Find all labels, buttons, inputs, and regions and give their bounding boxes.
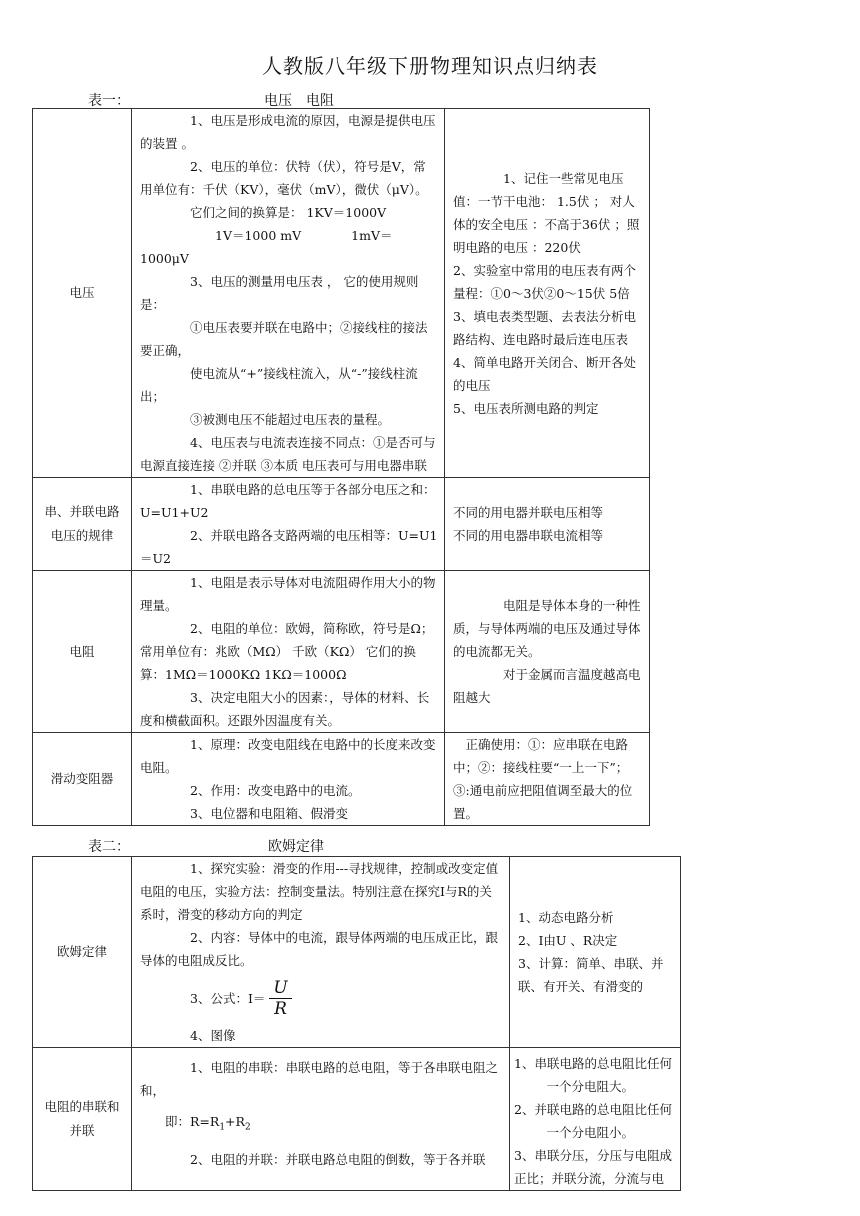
fraction-denominator: R [274,998,287,1019]
content-line: 2、作用：改变电路中的电流。 [190,783,361,798]
table1-label: 表一： [88,93,130,109]
subscript: 1 [219,1122,226,1133]
note-line: 不同的用电器并联电压相等 [453,505,604,520]
table2 [32,856,681,1191]
row-notes [445,478,650,571]
row-content [132,733,445,826]
table2-label: 表二： [88,839,130,855]
table1-caption [88,90,648,110]
table-row [33,733,650,826]
formula-text: +R [225,1114,245,1129]
row-notes [445,733,650,826]
row-notes [445,571,650,733]
content-line: 2、内容：导体中的电流，跟导体两端的电压成正比，跟导体的电阻成反比。 [140,930,498,968]
content-line: 1、探究实验：滑变的作用---寻找规律，控制或改变定值电阻的电压，实验方法：控制变量法。特别注意在探究I与R的关系时，滑变的移动方向的判定 [140,861,499,922]
note-line: 1、串联电路的总电阻比任何一个分电阻大。 [514,1056,672,1094]
content-line: 2、并联电路各支路两端的电压相等：U=U1＝U2 [140,528,438,566]
content-line: 1、原理：改变电阻线在电路中的长度来改变电阻。 [140,737,436,775]
table2-caption [88,836,648,856]
content-line: 3、电压的测量用电压表 ， 它的使用规则是： [140,274,419,312]
row-content [132,571,445,733]
content-line: 2、电阻的单位：欧姆，简称欧，符号是Ω；常用单位有：兆欧（MΩ） 千欧（KΩ） 它们的换算：1MΩ＝1000KΩ 1KΩ＝1000Ω [140,621,434,682]
subscript: 2 [244,1122,251,1133]
table2-title: 欧姆定律 [268,839,324,855]
row-notes [445,109,650,478]
row-category: 串、并联电路电压的规律 [33,478,132,571]
content-line: 1、电阻的串联：串联电路的总电阻，等于各串联电阻之和， [140,1060,498,1098]
note-line: 不同的用电器串联电流相等 [453,528,604,543]
ohm-formula [140,972,503,1024]
table1-title: 电压 电阻 [264,93,334,109]
content-line: 它们之间的换算是： 1KV＝1000V [190,205,387,220]
note-line: 1、记住一些常见电压值：一节干电池： 1.5伏 ； 对人体的安全电压 ：不高于36伏 ；照明电路的电压 ：220伏 [453,170,640,255]
content-line: 2、电阻的并联：并联电路总电阻的倒数，等于各并联 [190,1151,486,1167]
note-line: 3、填电表类型题、去表法分析电路结构、连电路时最后连电压表 [453,308,636,347]
content-line: 4、电压表与电流表连接不同点：①是否可与电源直接连接 ②并联 ③本质 电压表可与用电器串联 [140,435,436,473]
row-content [132,857,510,1048]
note-line: 2、I由U 、R决定 [518,933,618,948]
table-row [33,571,650,733]
content-line [140,1110,503,1140]
table1 [32,108,650,826]
content-line: 4、图像 [190,1028,236,1043]
row-content [132,109,445,478]
row-category: 电阻 [33,571,132,733]
row-notes [510,857,681,1048]
formula-label: 3、公式：I＝ [190,990,266,1006]
content-line: 1V＝1000 mV 1mV＝1000μV [140,228,393,266]
note-line: 5、电压表所测电路的判定 [453,400,599,416]
fraction-numerator: U [269,978,291,999]
note-line: 正确使用：①：应串联在电路中；②：接线柱要“一上一下”；③:通电前应把阻值调至最大的位置。 [453,737,633,821]
row-notes [510,1048,681,1191]
row-category: 滑动变阻器 [33,733,132,826]
note-line: 电阻是导体本身的一种性质，与导体两端的电压及通过导体的电流都无关。 [453,598,641,659]
content-line: 3、决定电阻大小的因素：，导体的材料、长度和横截面积。还跟外因温度有关。 [140,690,430,728]
note-line: 3、串联分压，分压与电阻成正比；并联分流，分流与电 [514,1148,672,1186]
content-line: ③被测电压不能超过电压表的量程。 [190,412,391,427]
page-title: 人教版八年级下册物理知识点归纳表 [262,54,598,78]
content-line: 1、串联电路的总电压等于各部分电压之和：U=U1+U2 [140,482,436,520]
row-content [132,478,445,571]
content-line: 1、电压是形成电流的原因，电源是提供电压的装置 。 [140,113,436,151]
table-row [33,1048,681,1191]
content-line: ①电压表要并联在电路中；②接线柱的接法要正确， [140,320,428,358]
fraction [269,978,291,1019]
table-row [33,109,650,478]
note-line: 3、计算：简单、串联、并联、有开关、有滑变的 [518,956,664,994]
table-row [33,857,681,1048]
row-category: 欧姆定律 [33,857,132,1048]
row-content [132,1048,510,1191]
content-line: 使电流从“+”接线柱流入，从“-”接线柱流出； [140,366,418,404]
content-line: 1、电阻是表示导体对电流阻碍作用大小的物理量。 [140,575,436,613]
note-line: 2、并联电路的总电阻比任何一个分电阻小。 [514,1102,672,1140]
row-category: 电压 [33,109,132,478]
note-line: 2、实验室中常用的电压表有两个量程：①0～3伏②0～15伏 5倍 [453,262,636,301]
formula-text: 即：R=R [165,1114,220,1129]
content-line: 3、电位器和电阻箱、假滑变 [190,806,348,821]
row-category: 电阻的串联和并联 [33,1048,132,1191]
note-line: 1、动态电路分析 [518,910,614,925]
note-line: 对于金属而言温度越高电阻越大 [453,667,641,705]
table-row [33,478,650,571]
content-line: 2、电压的单位：伏特（伏），符号是V，常用单位有：千伏（KV），毫伏（mV），微伏（μV）。 [140,159,428,197]
note-line: 4、简单电路开关闭合、断开各处的电压 [453,354,636,393]
